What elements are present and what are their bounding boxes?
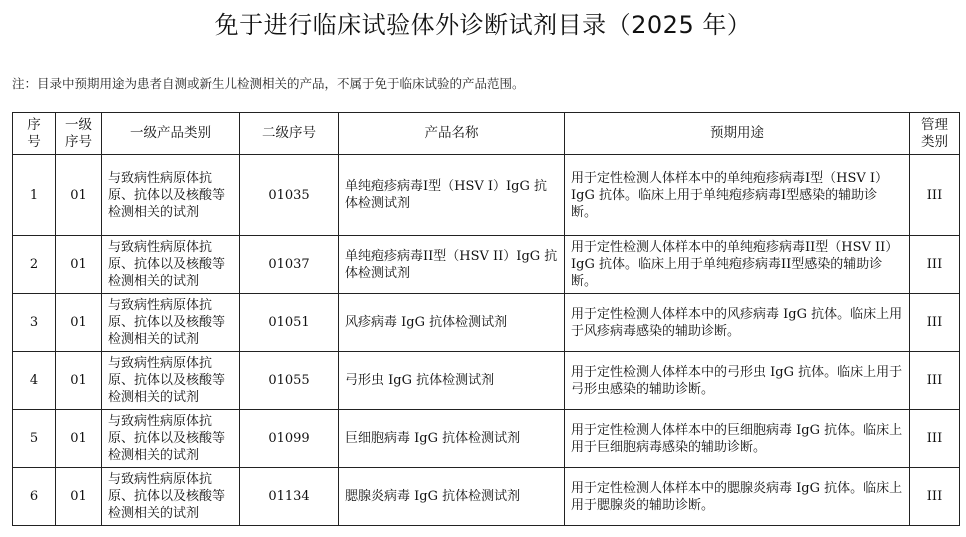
- cell-category: 与致病性病原体抗原、抗体以及核酸等检测相关的试剂: [102, 468, 240, 526]
- cell-level2-no: 01099: [240, 410, 339, 468]
- cell-level1-no: 01: [56, 236, 102, 294]
- header-category: 一级产品类别: [102, 113, 240, 155]
- cell-level1-no: 01: [56, 468, 102, 526]
- table-row: [13, 294, 960, 352]
- cell-product: 单纯疱疹病毒I型（HSV I）IgG 抗体检测试剂: [339, 155, 565, 236]
- cell-no: 2: [13, 236, 56, 294]
- cell-category: 与致病性病原体抗原、抗体以及核酸等检测相关的试剂: [102, 352, 240, 410]
- cell-class: III: [910, 468, 960, 526]
- table-body: [13, 155, 960, 526]
- cell-no: 1: [13, 155, 56, 236]
- cell-level1-no: 01: [56, 294, 102, 352]
- page-title: 免于进行临床试验体外诊断试剂目录（2025 年）: [214, 11, 752, 39]
- cell-level2-no: 01035: [240, 155, 339, 236]
- cell-product: 单纯疱疹病毒II型（HSV II）IgG 抗体检测试剂: [339, 236, 565, 294]
- cell-level1-no: 01: [56, 155, 102, 236]
- header-class: 管理 类别: [910, 113, 960, 155]
- cell-class: III: [910, 410, 960, 468]
- note-text: 注：目录中预期用途为患者自测或新生儿检测相关的产品，不属于免于临床试验的产品范围。: [12, 76, 525, 91]
- cell-product: 风疹病毒 IgG 抗体检测试剂: [339, 294, 565, 352]
- cell-purpose: 用于定性检测人体样本中的腮腺炎病毒 IgG 抗体。临床上用于腮腺炎的辅助诊断。: [565, 468, 910, 526]
- cell-no: 6: [13, 468, 56, 526]
- cell-no: 5: [13, 410, 56, 468]
- cell-class: III: [910, 352, 960, 410]
- cell-category: 与致病性病原体抗原、抗体以及核酸等检测相关的试剂: [102, 294, 240, 352]
- cell-category: 与致病性病原体抗原、抗体以及核酸等检测相关的试剂: [102, 155, 240, 236]
- cell-product: 腮腺炎病毒 IgG 抗体检测试剂: [339, 468, 565, 526]
- cell-class: III: [910, 155, 960, 236]
- cell-product: 弓形虫 IgG 抗体检测试剂: [339, 352, 565, 410]
- table-row: [13, 410, 960, 468]
- header-purpose: 预期用途: [565, 113, 910, 155]
- cell-category: 与致病性病原体抗原、抗体以及核酸等检测相关的试剂: [102, 410, 240, 468]
- cell-level2-no: 01051: [240, 294, 339, 352]
- cell-purpose: 用于定性检测人体样本中的弓形虫 IgG 抗体。临床上用于弓形虫感染的辅助诊断。: [565, 352, 910, 410]
- header-level2-no: 二级序号: [240, 113, 339, 155]
- cell-level1-no: 01: [56, 410, 102, 468]
- table-row: [13, 155, 960, 236]
- cell-purpose: 用于定性检测人体样本中的风疹病毒 IgG 抗体。临床上用于风疹病毒感染的辅助诊断。: [565, 294, 910, 352]
- cell-level2-no: 01134: [240, 468, 339, 526]
- cell-no: 3: [13, 294, 56, 352]
- header-product: 产品名称: [339, 113, 565, 155]
- header-level1-no: 一级 序号: [56, 113, 102, 155]
- cell-purpose: 用于定性检测人体样本中的单纯疱疹病毒II型（HSV II）IgG 抗体。临床上用于单纯疱疹病毒II型感染的辅助诊断。: [565, 236, 910, 294]
- cell-level2-no: 01055: [240, 352, 339, 410]
- cell-class: III: [910, 294, 960, 352]
- table-row: [13, 468, 960, 526]
- cell-purpose: 用于定性检测人体样本中的单纯疱疹病毒I型（HSV I）IgG 抗体。临床上用于单纯疱疹病毒I型感染的辅助诊断。: [565, 155, 910, 236]
- table-header-row: [13, 113, 960, 155]
- cell-level1-no: 01: [56, 352, 102, 410]
- cell-purpose: 用于定性检测人体样本中的巨细胞病毒 IgG 抗体。临床上用于巨细胞病毒感染的辅助诊断。: [565, 410, 910, 468]
- table-row: [13, 352, 960, 410]
- table-row: [13, 236, 960, 294]
- cell-class: III: [910, 236, 960, 294]
- cell-no: 4: [13, 352, 56, 410]
- catalog-table: [12, 112, 960, 526]
- cell-level2-no: 01037: [240, 236, 339, 294]
- cell-category: 与致病性病原体抗原、抗体以及核酸等检测相关的试剂: [102, 236, 240, 294]
- cell-product: 巨细胞病毒 IgG 抗体检测试剂: [339, 410, 565, 468]
- header-no: 序 号: [13, 113, 56, 155]
